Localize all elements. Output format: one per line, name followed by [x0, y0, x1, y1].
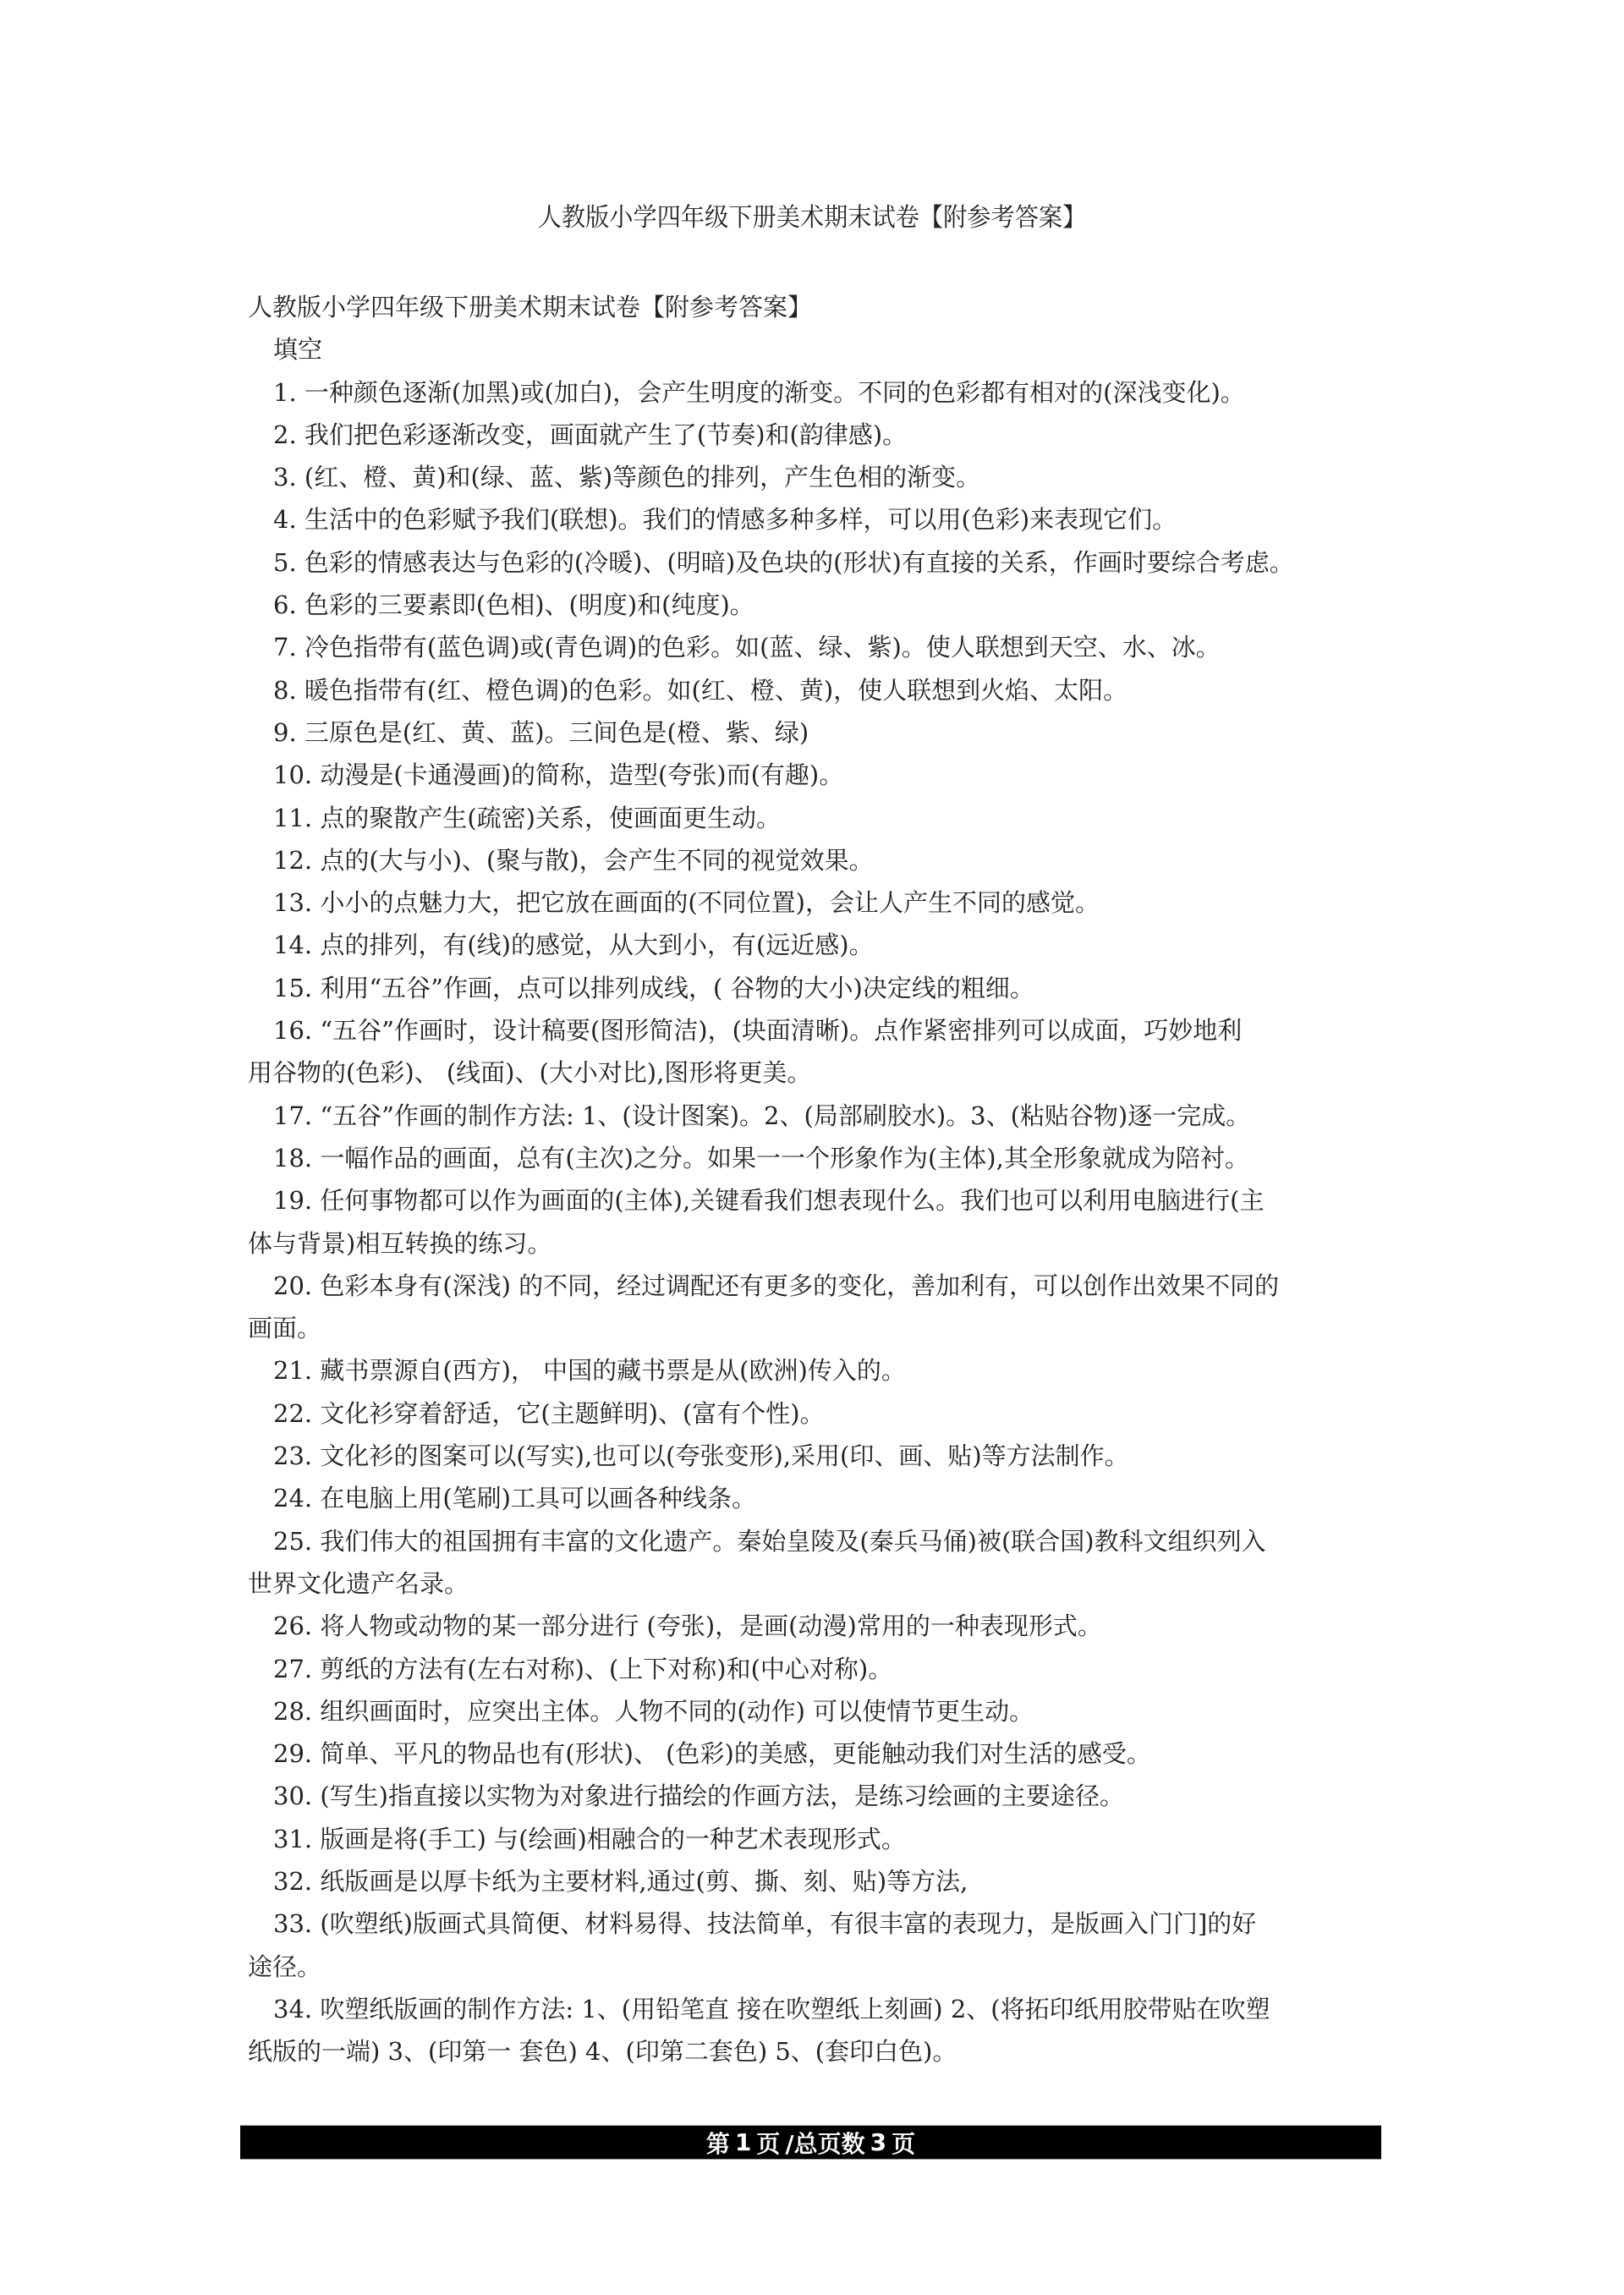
question-item: 29. 简单、平凡的物品也有(形状)、 (色彩)的美感，更能触动我们对生活的感受。	[273, 1739, 1151, 1769]
question-item-continuation: 纸版的一端) 3、(印第一 套色) 4、(印第二套色) 5、(套印白色)。	[248, 2037, 957, 2067]
question-item: 1. 一种颜色逐渐(加黑)或(加白)，会产生明度的渐变。不同的色彩都有相对的(深浅变化)。	[273, 377, 1245, 407]
question-item: 19. 任何事物都可以作为画面的(主体),关键看我们想表现什么。我们也可以利用电脑进行(主	[273, 1186, 1265, 1216]
question-item: 8. 暖色指带有(红、橙色调)的色彩。如(红、橙、黄)，使人联想到火焰、太阳。	[273, 675, 1128, 705]
current-page-number: 1	[734, 2128, 752, 2156]
section-label-fill-in-blank: 填空	[273, 335, 323, 365]
question-item-continuation: 世界文化遗产名录。	[248, 1568, 469, 1598]
question-item: 13. 小小的点魅力大，把它放在画面的(不同位置)，会让人产生不同的感觉。	[273, 888, 1100, 918]
question-item: 24. 在电脑上用(笔刷)工具可以画各种线条。	[273, 1484, 756, 1513]
question-item: 9. 三原色是(红、黄、蓝)。三间色是(橙、紫、绿)	[273, 717, 809, 747]
question-item: 34. 吹塑纸版画的制作方法: 1、(用铅笔直 接在吹塑纸上刻画) 2、(将拓印纸用胶带贴在吹塑	[273, 1994, 1270, 2023]
footer-separator: /总页数	[785, 2129, 865, 2158]
document-body	[248, 286, 1398, 2073]
document-title: 人教版小学四年级下册美术期末试卷【附参考答案】	[537, 203, 1087, 233]
question-item: 25. 我们伟大的祖国拥有丰富的文化遗产。秦始皇陵及(秦兵马俑)被(联合国)教科文组织列入	[273, 1526, 1266, 1556]
question-item: 14. 点的排列，有(线)的感觉，从大到小，有(远近感)。	[273, 931, 874, 960]
question-item: 20. 色彩本身有(深浅) 的不同，经过调配还有更多的变化，善加利有，可以创作出效果不同的	[273, 1271, 1280, 1300]
question-item: 22. 文化衫穿着舒适，它(主题鲜明)、(富有个性)。	[273, 1398, 825, 1428]
footer-prefix: 第	[705, 2129, 730, 2158]
total-page-count: 3	[870, 2128, 887, 2156]
question-item: 28. 组织画面时，应突出主体。人物不同的(动作) 可以使情节更生动。	[273, 1696, 1034, 1726]
question-item: 5. 色彩的情感表达与色彩的(冷暖)、(明暗)及色块的(形状)有直接的关系，作画时要综合考虑。	[273, 547, 1294, 577]
question-item: 23. 文化衫的图案可以(写实),也可以(夸张变形),采用(印、画、贴)等方法制作。	[273, 1441, 1129, 1471]
question-item: 18. 一幅作品的画面，总有(主次)之分。如果一一个形象作为(主体),其全形象就成为陪衬。	[273, 1143, 1249, 1172]
question-item: 33. (吹塑纸)版画式具简便、材料易得、技法简单，有很丰富的表现力，是版画入门门]的好	[273, 1909, 1257, 1939]
question-item-continuation: 体与背景)相互转换的练习。	[248, 1228, 552, 1258]
question-item: 3. (红、橙、黄)和(绿、蓝、紫)等颜色的排列，产生色相的渐变。	[273, 463, 981, 492]
question-item: 30. (写生)指直接以实物为对象进行描绘的作画方法，是练习绘画的主要途径。	[273, 1782, 1124, 1811]
footer-suffix: 页	[892, 2129, 916, 2158]
question-list	[248, 371, 1398, 2073]
footer-page-word: 页	[756, 2129, 781, 2158]
page-footer-bar	[240, 2125, 1381, 2160]
question-item: 27. 剪纸的方法有(左右对称)、(上下对称)和(中心对称)。	[273, 1654, 893, 1683]
question-item: 26. 将人物或动物的某一部分进行 (夸张)，是画(动漫)常用的一种表现形式。	[273, 1611, 1102, 1641]
question-item: 12. 点的(大与小)、(聚与散)，会产生不同的视觉效果。	[273, 845, 874, 875]
question-item: 16. “五谷”作画时，设计稿要(图形简洁)，(块面清晰)。点作紧密排列可以成面，巧妙地利	[273, 1016, 1243, 1046]
question-item: 21. 藏书票源自(西方)， 中国的藏书票是从(欧洲)传入的。	[273, 1356, 906, 1386]
question-item: 17. “五谷”作画的制作方法: 1、(设计图案)。2、(局部刷胶水)。3、(粘贴谷物)逐一完成。	[273, 1101, 1251, 1130]
question-item-continuation: 途径。	[248, 1952, 322, 1981]
question-item: 7. 冷色指带有(蓝色调)或(青色调)的色彩。如(蓝、绿、紫)。使人联想到天空、水、冰。	[273, 633, 1221, 662]
question-item-continuation: 画面。	[248, 1314, 322, 1343]
question-item: 32. 纸版画是以厚卡纸为主要材料,通过(剪、撕、刻、贴)等方法,	[273, 1866, 968, 1896]
question-item: 6. 色彩的三要素即(色相)、(明度)和(纯度)。	[273, 590, 754, 620]
question-item-continuation: 用谷物的(色彩)、 (线面)、(大小对比),图形将更美。	[248, 1058, 812, 1088]
question-item: 31. 版画是将(手工) 与(绘画)相融合的一种艺术表现形式。	[273, 1824, 906, 1853]
question-item: 4. 生活中的色彩赋予我们(联想)。我们的情感多种多样，可以用(色彩)来表现它们。	[273, 505, 1177, 535]
question-item: 2. 我们把色彩逐渐改变，画面就产生了(节奏)和(韵律感)。	[273, 420, 908, 449]
question-item: 10. 动漫是(卡通漫画)的简称，造型(夸张)而(有趣)。	[273, 760, 844, 790]
question-item: 15. 利用“五谷”作画，点可以排列成线，( 谷物的大小)决定线的粗细。	[273, 973, 1034, 1002]
question-item: 11. 点的聚散产生(疏密)关系，使画面更生动。	[273, 803, 781, 832]
document-heading: 人教版小学四年级下册美术期末试卷【附参考答案】	[248, 293, 813, 321]
